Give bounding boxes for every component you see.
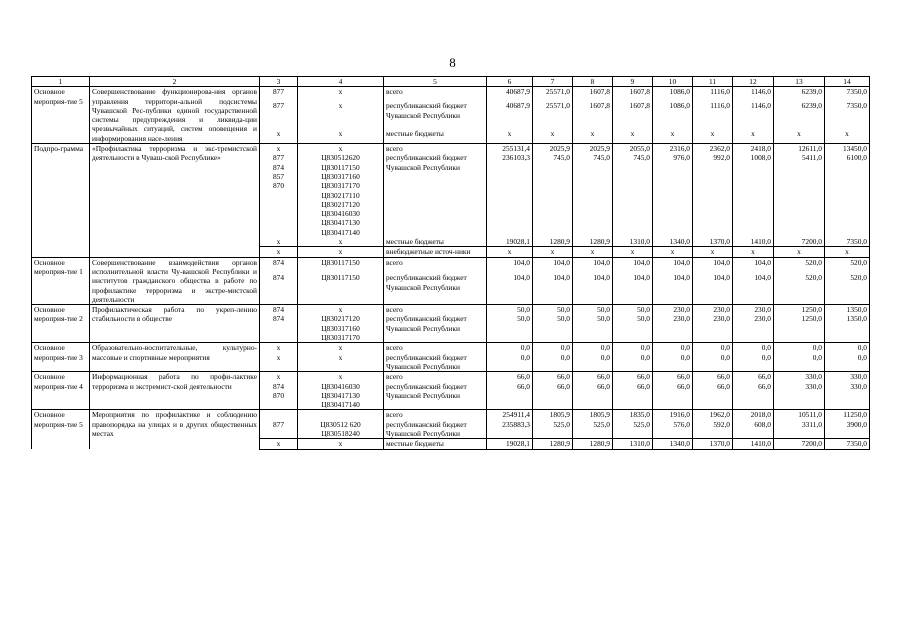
ministry-code: x: [260, 144, 298, 154]
header-row: [32, 77, 870, 87]
measure-label: Основное мероприя-тие 2: [32, 305, 90, 343]
value-cell-6: 19028,1: [487, 439, 533, 449]
value-cell-7: 525,0: [533, 420, 573, 439]
budget-table: [31, 76, 870, 450]
value-cell-9: 0,0: [613, 343, 653, 353]
value-cell-13: 0,0: [774, 353, 825, 372]
funding-source: всего: [384, 343, 487, 353]
value-cell-6: 255131,4: [487, 144, 533, 154]
value-cell-7: 1280,9: [533, 237, 573, 247]
value-cell-12: 104,0: [733, 273, 774, 304]
value-cell-10: 576,0: [653, 420, 693, 439]
value-cell-12: 104,0: [733, 257, 774, 273]
target-code: x: [298, 87, 384, 102]
value-cell-7: 745,0: [533, 153, 573, 237]
value-cell-6: 66,0: [487, 372, 533, 382]
header-cell-9: 9: [613, 77, 653, 87]
table-row: [32, 410, 870, 420]
value-cell-10: 230,0: [653, 314, 693, 342]
ministry-code: [260, 410, 298, 420]
value-cell-11: 1116,0: [693, 87, 733, 102]
value-cell-6: x: [487, 129, 533, 144]
value-cell-7: 0,0: [533, 343, 573, 353]
value-cell-13: 5411,0: [774, 153, 825, 237]
funding-source: республиканский бюджет Чувашской Республики: [384, 420, 487, 439]
table-row: [32, 305, 870, 315]
target-code: x: [298, 439, 384, 449]
value-cell-11: 66,0: [693, 382, 733, 410]
value-cell-10: 976,0: [653, 153, 693, 237]
target-code: x: [298, 353, 384, 372]
funding-source: всего: [384, 87, 487, 102]
funding-source: всего: [384, 305, 487, 315]
funding-source: республиканский бюджет Чувашской Республики: [384, 353, 487, 372]
measure-label: Основное мероприя-тие 5: [32, 87, 90, 144]
value-cell-13: 12611,0: [774, 144, 825, 154]
value-cell-12: 1410,0: [733, 237, 774, 247]
funding-source: местные бюджеты: [384, 439, 487, 449]
value-cell-8: 66,0: [573, 382, 613, 410]
target-code: x: [298, 372, 384, 382]
value-cell-8: 1805,9: [573, 410, 613, 420]
value-cell-13: x: [774, 129, 825, 144]
value-cell-13: 1250,0: [774, 305, 825, 315]
ministry-code: 874: [260, 314, 298, 342]
value-cell-10: 104,0: [653, 273, 693, 304]
ministry-code: 874 870: [260, 382, 298, 410]
funding-source: внебюджетные источ-ники: [384, 247, 487, 257]
ministry-code: x: [260, 372, 298, 382]
value-cell-8: 50,0: [573, 305, 613, 315]
value-cell-9: 1607,8: [613, 87, 653, 102]
value-cell-14: x: [825, 247, 870, 257]
value-cell-13: 330,0: [774, 382, 825, 410]
value-cell-7: 50,0: [533, 305, 573, 315]
value-cell-10: 1086,0: [653, 87, 693, 102]
value-cell-6: 40687,9: [487, 101, 533, 129]
funding-source: местные бюджеты: [384, 237, 487, 247]
value-cell-13: 330,0: [774, 372, 825, 382]
value-cell-7: 50,0: [533, 314, 573, 342]
value-cell-6: 104,0: [487, 257, 533, 273]
value-cell-14: 330,0: [825, 382, 870, 410]
value-cell-13: 10511,0: [774, 410, 825, 420]
measure-name: Образовательно-воспитательные, культурно-массовые и спортивные мероприятия: [90, 343, 260, 372]
value-cell-9: 104,0: [613, 273, 653, 304]
measure-label: Основное мероприя-тие 5: [32, 410, 90, 449]
value-cell-10: 1916,0: [653, 410, 693, 420]
value-cell-12: 2418,0: [733, 144, 774, 154]
value-cell-8: 525,0: [573, 420, 613, 439]
value-cell-7: x: [533, 129, 573, 144]
value-cell-12: 230,0: [733, 314, 774, 342]
value-cell-8: 1280,9: [573, 439, 613, 449]
value-cell-7: 25571,0: [533, 101, 573, 129]
value-cell-14: 7350,0: [825, 101, 870, 129]
target-code: Ц830416030 Ц830417130 Ц830417140: [298, 382, 384, 410]
value-cell-9: 1835,0: [613, 410, 653, 420]
value-cell-13: 6239,0: [774, 101, 825, 129]
target-code: Ц830117150: [298, 257, 384, 273]
funding-source: республиканский бюджет Чувашской Республики: [384, 101, 487, 129]
value-cell-14: 520,0: [825, 257, 870, 273]
value-cell-7: 66,0: [533, 372, 573, 382]
value-cell-13: 7200,0: [774, 439, 825, 449]
value-cell-9: 66,0: [613, 372, 653, 382]
value-cell-11: x: [693, 247, 733, 257]
value-cell-9: x: [613, 247, 653, 257]
value-cell-8: 104,0: [573, 257, 613, 273]
funding-source: местные бюджеты: [384, 129, 487, 144]
value-cell-14: 520,0: [825, 273, 870, 304]
header-cell-11: 11: [693, 77, 733, 87]
funding-source: республиканский бюджет Чувашской Республики: [384, 314, 487, 342]
funding-source: республиканский бюджет Чувашской Республики: [384, 382, 487, 410]
header-cell-2: 2: [90, 77, 260, 87]
value-cell-10: 0,0: [653, 353, 693, 372]
value-cell-6: 104,0: [487, 273, 533, 304]
ministry-code: 874: [260, 273, 298, 304]
target-code: x: [298, 129, 384, 144]
value-cell-12: 1146,0: [733, 87, 774, 102]
value-cell-12: x: [733, 129, 774, 144]
value-cell-8: 0,0: [573, 353, 613, 372]
value-cell-11: 592,0: [693, 420, 733, 439]
target-code: Ц830217120 Ц830317160 Ц830317170: [298, 314, 384, 342]
value-cell-10: 66,0: [653, 372, 693, 382]
value-cell-9: x: [613, 129, 653, 144]
target-code: [298, 410, 384, 420]
value-cell-9: 1310,0: [613, 237, 653, 247]
header-cell-14: 14: [825, 77, 870, 87]
value-cell-6: 236103,3: [487, 153, 533, 237]
value-cell-8: 1607,8: [573, 101, 613, 129]
measure-label: Основное мероприя-тие 3: [32, 343, 90, 372]
value-cell-11: 1370,0: [693, 237, 733, 247]
header-cell-13: 13: [774, 77, 825, 87]
value-cell-12: 0,0: [733, 353, 774, 372]
value-cell-7: 0,0: [533, 353, 573, 372]
value-cell-11: 104,0: [693, 257, 733, 273]
table-body: [32, 77, 870, 450]
target-code: Ц830512620 Ц830117150 Ц830317160 Ц830317170 Ц830217110 Ц830217120 Ц830416030 Ц830417130 Ц830417140: [298, 153, 384, 237]
measure-name: Мероприятия по профилактике и соблюдению правопорядка на улицах и в других общественных местах: [90, 410, 260, 449]
value-cell-11: 66,0: [693, 372, 733, 382]
value-cell-11: x: [693, 129, 733, 144]
value-cell-8: 2025,9: [573, 144, 613, 154]
value-cell-7: 2025,9: [533, 144, 573, 154]
value-cell-8: 0,0: [573, 343, 613, 353]
measure-name: Совершенствование взаимодействия органов исполнительной власти Чу-вашской Республики и институтов гражданского общества в работе по профилактике терроризма и экстре-мистской деятельности: [90, 257, 260, 304]
value-cell-10: 230,0: [653, 305, 693, 315]
funding-source: всего: [384, 372, 487, 382]
value-cell-14: 13450,0: [825, 144, 870, 154]
value-cell-6: 254911,4: [487, 410, 533, 420]
ministry-code: x: [260, 439, 298, 449]
funding-source: всего: [384, 410, 487, 420]
ministry-code: x: [260, 237, 298, 247]
value-cell-13: x: [774, 247, 825, 257]
value-cell-8: 66,0: [573, 372, 613, 382]
value-cell-6: 40687,9: [487, 87, 533, 102]
value-cell-12: 0,0: [733, 343, 774, 353]
value-cell-6: 19028,1: [487, 237, 533, 247]
value-cell-10: 66,0: [653, 382, 693, 410]
target-code: x: [298, 343, 384, 353]
value-cell-11: 230,0: [693, 305, 733, 315]
value-cell-9: 50,0: [613, 305, 653, 315]
target-code: x: [298, 247, 384, 257]
header-cell-3: 3: [260, 77, 298, 87]
value-cell-14: 11250,0: [825, 410, 870, 420]
table-row: [32, 343, 870, 353]
funding-source: всего: [384, 144, 487, 154]
value-cell-14: 7350,0: [825, 237, 870, 247]
value-cell-7: 1805,9: [533, 410, 573, 420]
value-cell-9: 525,0: [613, 420, 653, 439]
value-cell-14: 3900,0: [825, 420, 870, 439]
table-row: [32, 372, 870, 382]
value-cell-14: 7350,0: [825, 87, 870, 102]
value-cell-6: 66,0: [487, 382, 533, 410]
measure-name: Информационная работа по профи-лактике терроризма и экстремист-ской деятельности: [90, 372, 260, 410]
value-cell-14: 6100,0: [825, 153, 870, 237]
value-cell-13: 520,0: [774, 273, 825, 304]
funding-source: всего: [384, 257, 487, 273]
ministry-code: 877: [260, 87, 298, 102]
header-cell-5: 5: [384, 77, 487, 87]
value-cell-12: 1410,0: [733, 439, 774, 449]
funding-source: республиканский бюджет Чувашской Республики: [384, 273, 487, 304]
header-cell-4: 4: [298, 77, 384, 87]
value-cell-9: 1607,8: [613, 101, 653, 129]
header-cell-7: 7: [533, 77, 573, 87]
value-cell-14: 0,0: [825, 343, 870, 353]
value-cell-12: 608,0: [733, 420, 774, 439]
header-cell-8: 8: [573, 77, 613, 87]
funding-source: республиканский бюджет Чувашской Республики: [384, 153, 487, 237]
measure-label: Основное мероприя-тие 4: [32, 372, 90, 410]
target-code: x: [298, 305, 384, 315]
value-cell-9: 1310,0: [613, 439, 653, 449]
value-cell-11: 104,0: [693, 273, 733, 304]
value-cell-11: 0,0: [693, 353, 733, 372]
value-cell-6: 235883,3: [487, 420, 533, 439]
target-code: x: [298, 144, 384, 154]
value-cell-9: 0,0: [613, 353, 653, 372]
ministry-code: 874: [260, 305, 298, 315]
value-cell-11: 1370,0: [693, 439, 733, 449]
value-cell-9: 66,0: [613, 382, 653, 410]
value-cell-13: 0,0: [774, 343, 825, 353]
value-cell-8: x: [573, 129, 613, 144]
header-cell-12: 12: [733, 77, 774, 87]
ministry-code: 877 874 857 870: [260, 153, 298, 237]
value-cell-9: 2055,0: [613, 144, 653, 154]
value-cell-7: x: [533, 247, 573, 257]
value-cell-13: 6239,0: [774, 87, 825, 102]
target-code: x: [298, 101, 384, 129]
value-cell-8: x: [573, 247, 613, 257]
value-cell-6: 50,0: [487, 305, 533, 315]
value-cell-10: x: [653, 247, 693, 257]
value-cell-7: 66,0: [533, 382, 573, 410]
value-cell-6: 0,0: [487, 343, 533, 353]
value-cell-10: 1340,0: [653, 439, 693, 449]
value-cell-14: 0,0: [825, 353, 870, 372]
value-cell-13: 520,0: [774, 257, 825, 273]
measure-name: Профилактическая работа по укреп-лению стабильности в обществе: [90, 305, 260, 343]
value-cell-8: 50,0: [573, 314, 613, 342]
value-cell-13: 3311,0: [774, 420, 825, 439]
value-cell-14: x: [825, 129, 870, 144]
value-cell-7: 1280,9: [533, 439, 573, 449]
value-cell-12: 230,0: [733, 305, 774, 315]
value-cell-13: 1250,0: [774, 314, 825, 342]
value-cell-11: 1962,0: [693, 410, 733, 420]
table-row: [32, 257, 870, 273]
value-cell-11: 992,0: [693, 153, 733, 237]
header-cell-10: 10: [653, 77, 693, 87]
header-cell-1: 1: [32, 77, 90, 87]
target-code: Ц830512 620 Ц830518240: [298, 420, 384, 439]
value-cell-10: 2316,0: [653, 144, 693, 154]
value-cell-8: 104,0: [573, 273, 613, 304]
value-cell-12: 2018,0: [733, 410, 774, 420]
value-cell-10: 104,0: [653, 257, 693, 273]
value-cell-6: 0,0: [487, 353, 533, 372]
value-cell-14: 1350,0: [825, 314, 870, 342]
value-cell-9: 104,0: [613, 257, 653, 273]
value-cell-6: x: [487, 247, 533, 257]
value-cell-10: 1340,0: [653, 237, 693, 247]
value-cell-11: 1116,0: [693, 101, 733, 129]
value-cell-14: 330,0: [825, 372, 870, 382]
ministry-code: x: [260, 247, 298, 257]
value-cell-13: 7200,0: [774, 237, 825, 247]
value-cell-9: 745,0: [613, 153, 653, 237]
value-cell-7: 104,0: [533, 273, 573, 304]
value-cell-7: 104,0: [533, 257, 573, 273]
ministry-code: x: [260, 353, 298, 372]
value-cell-11: 0,0: [693, 343, 733, 353]
value-cell-12: 66,0: [733, 372, 774, 382]
page-number: 8: [449, 55, 456, 70]
value-cell-11: 2362,0: [693, 144, 733, 154]
measure-label: Основное мероприя-тие 1: [32, 257, 90, 304]
value-cell-12: 1146,0: [733, 101, 774, 129]
value-cell-6: 50,0: [487, 314, 533, 342]
measure-label: Подпро-грамма: [32, 144, 90, 258]
table-row: [32, 87, 870, 102]
target-code: Ц830117150: [298, 273, 384, 304]
value-cell-14: 1350,0: [825, 305, 870, 315]
ministry-code: x: [260, 343, 298, 353]
value-cell-8: 1280,9: [573, 237, 613, 247]
measure-name: «Профилактика терроризма и экс-тремистской деятельности в Чуваш-ской Республике»: [90, 144, 260, 258]
value-cell-10: x: [653, 129, 693, 144]
value-cell-10: 1086,0: [653, 101, 693, 129]
measure-name: Совершенствование функционирова-ния органов управления территори-альной подсистемы Чувашской Рес-публики единой государственной системы предупреждения и ликвида-ции чрезвычайных ситуаций, систем оповещения и информирования насе-ления: [90, 87, 260, 144]
value-cell-12: 1008,0: [733, 153, 774, 237]
ministry-code: 877: [260, 420, 298, 439]
header-cell-6: 6: [487, 77, 533, 87]
value-cell-8: 745,0: [573, 153, 613, 237]
target-code: x: [298, 237, 384, 247]
value-cell-14: 7350,0: [825, 439, 870, 449]
table-row: [32, 144, 870, 154]
value-cell-10: 0,0: [653, 343, 693, 353]
value-cell-9: 50,0: [613, 314, 653, 342]
ministry-code: x: [260, 129, 298, 144]
value-cell-7: 25571,0: [533, 87, 573, 102]
value-cell-12: x: [733, 247, 774, 257]
ministry-code: 874: [260, 257, 298, 273]
ministry-code: 877: [260, 101, 298, 129]
value-cell-12: 66,0: [733, 382, 774, 410]
value-cell-11: 230,0: [693, 314, 733, 342]
value-cell-8: 1607,8: [573, 87, 613, 102]
